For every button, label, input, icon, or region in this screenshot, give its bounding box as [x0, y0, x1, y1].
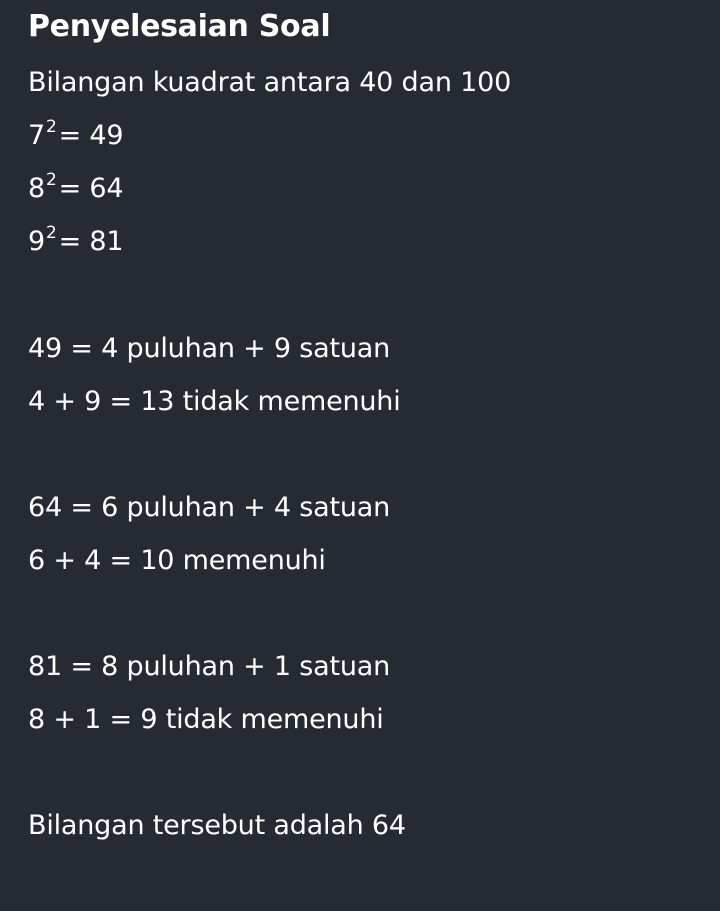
digit-breakdown: 64 = 6 puluhan + 4 satuan [28, 492, 391, 523]
solution-title: Penyelesaian Soal [28, 9, 331, 44]
square-result: = 64 [58, 173, 124, 204]
digit-breakdown: 49 = 4 puluhan + 9 satuan [28, 333, 391, 364]
square-base: 7 [28, 120, 45, 151]
square-base: 9 [28, 226, 45, 257]
square-exponent: 2 [45, 117, 57, 137]
square-base: 8 [28, 173, 45, 204]
conclusion-text: Bilangan tersebut adalah 64 [28, 810, 406, 841]
square-exponent: 2 [45, 170, 57, 190]
intro-text: Bilangan kuadrat antara 40 dan 100 [28, 67, 512, 98]
square-line [28, 225, 123, 262]
square-line [28, 119, 123, 156]
digit-sum-check: 8 + 1 = 9 tidak memenuhi [28, 704, 384, 735]
square-result: = 81 [58, 226, 124, 257]
square-result: = 49 [58, 120, 124, 151]
digit-breakdown: 81 = 8 puluhan + 1 satuan [28, 651, 391, 682]
digit-sum-check: 6 + 4 = 10 memenuhi [28, 545, 326, 576]
square-exponent: 2 [45, 223, 57, 243]
digit-sum-check: 4 + 9 = 13 tidak memenuhi [28, 386, 401, 417]
square-line [28, 172, 123, 209]
